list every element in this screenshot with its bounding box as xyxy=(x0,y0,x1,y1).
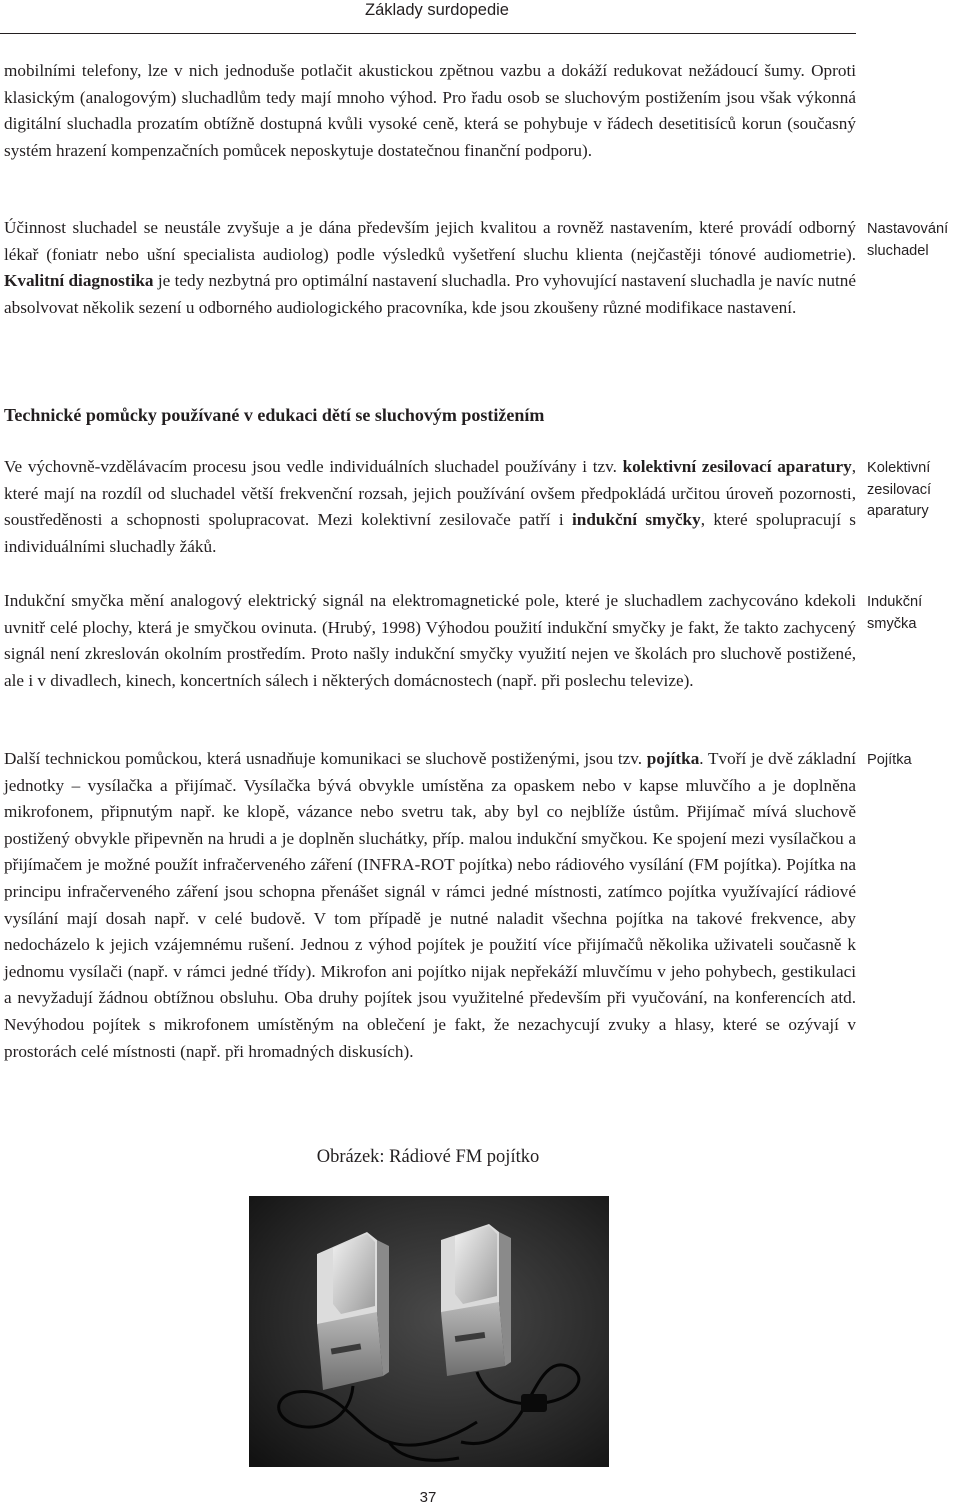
paragraph-digital-hearing-aids xyxy=(4,58,856,164)
paragraph-transmitters xyxy=(4,746,856,1065)
margin-note-collective: Kolektivní zesilovací aparatury xyxy=(867,460,932,519)
bold-term: pojítka xyxy=(646,749,700,768)
bold-term: indukční smyčky xyxy=(572,510,701,530)
cable-connector xyxy=(521,1394,547,1412)
section-heading: Technické pomůcky používané v edukaci dětí se sluchovým postižením xyxy=(4,405,545,425)
paragraph-induction-loop xyxy=(4,588,856,694)
figure-caption: Obrázek: Rádiové FM pojítko xyxy=(316,1147,540,1167)
margin-note-transmitters: Pojítka xyxy=(867,752,912,768)
text-run: Ve výchovně-vzdělávacím procesu jsou vedle individuálních sluchadel používány i tzv. xyxy=(4,457,623,476)
fm-transmitter-photo xyxy=(249,1196,609,1467)
text-run: mobilními telefony, lze v nich jednoduše potlačit akustickou zpětnou vazbu a dokáží redukovat nežádoucí šumy. Oproti klasickým (analogovým) sluchadlům tedy mají mnoho výhod. Pro řadu osob se sluchovým postižením jsou však výkonná digitální sluchadla prozatím obtížně dostupná kvůli vysoké ceně, která se pohybuje v řádech desetitisíců korun (současný systém hrazení kompenzačních pomůcek neposkytuje dostatečnou finanční podporu). xyxy=(4,61,856,160)
text-run: Další technickou pomůckou, která usnadňuje komunikaci se sluchově postiženými, jsou tzv. xyxy=(4,749,647,768)
text-run: Účinnost sluchadel se neustále zvyšuje a je dána především jejich kvalitou a rovněž nastavením, které provádí odborný lékař (foniatr nebo ušní specialista audiolog) podle výsledků vyšetření sluchu klienta (nejčastěji tónové audiometrie). xyxy=(4,218,856,264)
text-run: . Tvoří je dvě základní jednotky – vysílačka a přijímač. Vysílačka bývá obvykle umístěna za opaskem nebo v kapse mluvčího a je doplněna mikrofonem, připnutým např. ke klopě, vázance nebo svetru tak, aby byl co nejblíže ústům. Přijímač mívá sluchově postižený obvykle připevněn na hrudi a je doplněn sluchátky, příp. malou indukční smyčkou. Ke spojení mezi vysílačkou a přijímačem je možné použít infračerveného záření (INFRA-ROT pojítka) nebo rádiového vysílání (FM pojítka). Pojítka na principu infračerveného záření jsou schopna přenášet signál v rámci jedné místnosti, zatímco pojítka využívající rádiové vysílání mají dosah např. v celé budově. V tom případě je nutné naladit všechna pojítka na takové frekvence, aby nedocházelo k jejich vzájemnému rušení. Jednou z výhod pojítek je použití více přijímačů několika uživateli současně k jednomu vysílači (např. v rámci jedné třídy). Mikrofon ani pojítko nijak nepřekáží mluvčímu v jeho pohybech, gestikulaci a nevyžadují žádnou obtížnou obsluhu. Oba druhy pojítek jsou využitelné především při vyučování, na konferencích atd. Nevýhodou pojítek s mikrofonem umístěným na oblečení je fakt, že nezachycují zvuky a hlasy, které se ozývají v prostorách celé místnosti (např. při hromadných diskusích). xyxy=(4,749,856,1061)
right-device xyxy=(441,1224,511,1376)
bold-term: Kvalitní diagnostika xyxy=(4,271,154,291)
margin-note-induction: Indukční smyčka xyxy=(867,594,923,632)
bold-term: kolektivní zesilovací aparatury xyxy=(622,457,852,476)
text-run: Indukční smyčka mění analogový elektrický signál na elektromagnetické pole, které je sluchadlem zachycováno kdekoli uvnitř celé plochy, která je smyčkou ovinuta. (Hrubý, 1998) Výhodou použití indukční smyčky je fakt, že takto zachycený signál není zkreslován okolním prostředím. Proto našly indukční smyčky využití nejen ve školách pro sluchově postižené, ale i v divadlech, kinech, koncertních sálech i některých domácnostech (např. při poslechu televize). xyxy=(4,591,856,690)
text-run: , které mají na rozdíl od sluchadel větší frekvenční rozsah, jejich používání ovšem předpokládá určitou úroveň pozornosti, soustředěnosti a schopnosti spolupracovat. Mezi kolektivní zesilovače patří i xyxy=(4,457,856,530)
text-run: , které spolupracují s individuálními sluchadly žáků. xyxy=(4,510,856,556)
running-title: Základy surdopedie xyxy=(364,1,509,19)
left-device xyxy=(317,1232,389,1390)
page-number: 37 xyxy=(419,1489,437,1506)
running-header xyxy=(0,0,856,34)
paragraph-collective-amplifiers xyxy=(4,454,856,560)
paragraph-hearing-aid-settings xyxy=(4,215,856,321)
margin-note-settings: Nastavování sluchadel xyxy=(867,221,949,259)
text-run: je tedy nezbytná pro optimální nastavení sluchadla. Pro vyhovující nastavení sluchadla je navíc nutné absolvovat několik sezení u odborného audiologického pracovníka, kde jsou zkoušeny různé modifikace nastavení. xyxy=(4,271,856,317)
